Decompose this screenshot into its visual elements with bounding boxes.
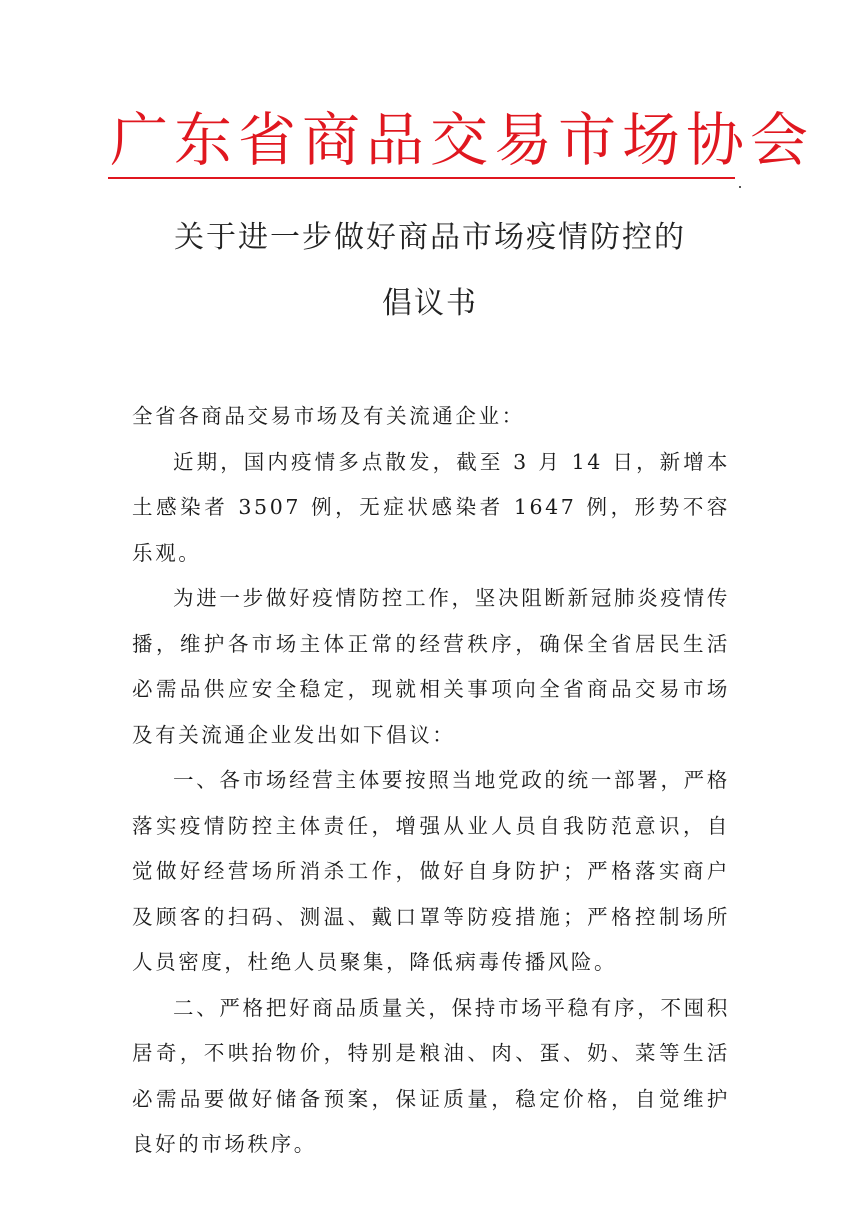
paragraph-situation: 近期，国内疫情多点散发，截至 3 月 14 日，新增本土感染者 3507 例，无症状感染者 1647 例，形势不容乐观。 [132,449,730,565]
document-title-line-2: 倡议书 [382,286,478,321]
document-body [132,394,730,1168]
letterhead-red-rule [108,177,735,179]
document-title-line-1: 关于进一步做好商品市场疫情防控的 [174,220,686,255]
stray-mark [739,186,741,188]
paragraph-item-1: 一、各市场经营主体要按照当地党政的统一部署，严格落实疫情防控主体责任，增强从业人员自我防范意识，自觉做好经营场所消杀工作，做好自身防护；严格落实商户及顾客的扫码、测温、戴口罩等防疫措施；严格控制场所人员密度，杜绝人员聚集，降低病毒传播风险。 [132,768,730,974]
paragraph-purpose: 为进一步做好疫情防控工作，坚决阻断新冠肺炎疫情传播，维护各市场主体正常的经营秩序，确保全省居民生活必需品供应安全稳定，现就相关事项向全省商品交易市场及有关流通企业发出如下倡议： [132,586,730,747]
salutation: 全省各商品交易市场及有关流通企业： [132,404,525,428]
paragraph-item-2: 二、严格把好商品质量关，保持市场平稳有序，不囤积居奇，不哄抬物价，特别是粮油、肉、蛋、奶、菜等生活必需品要做好储备预案，保证质量，稳定价格，自觉维护良好的市场秩序。 [132,995,730,1156]
organization-letterhead: 广东省商品交易市场协会 [110,106,815,174]
